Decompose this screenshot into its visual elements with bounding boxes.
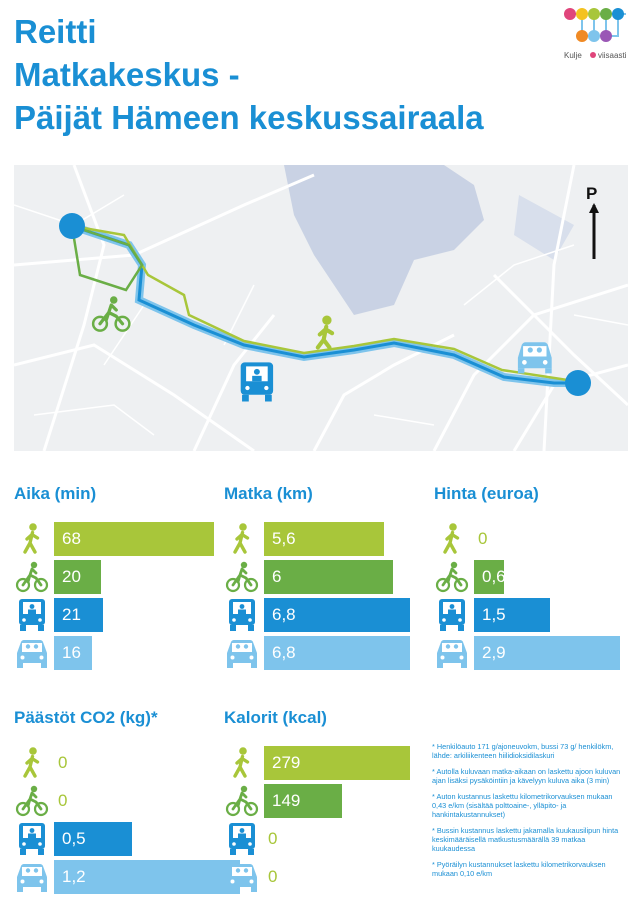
cyclist-icon: [224, 560, 260, 594]
bar-value-label: 0,5: [62, 829, 86, 848]
car-icon: [224, 636, 260, 670]
chart-matka: [224, 484, 414, 674]
bar-value-label: 149: [272, 791, 301, 810]
walking-person-icon: [14, 522, 50, 556]
bar-value-label: 6: [272, 567, 282, 586]
bar-value-label: 0: [268, 829, 278, 848]
car-icon: [14, 636, 50, 670]
car-icon: [14, 860, 50, 894]
walking-person-icon: [224, 522, 260, 556]
car-icon: [224, 860, 260, 894]
bar-value-label: 20: [62, 567, 81, 586]
footnote: * Henkilöauto 171 g/ajoneuvokm, bussi 73 g/ henkilökm, lähde: arkiliikenteen hiilidioksidilaskuri: [432, 742, 614, 760]
chart-paastot: [14, 708, 204, 898]
walking-person-icon: [14, 746, 50, 780]
page-title: [14, 10, 484, 139]
kulje-viisaasti-logo: [560, 6, 632, 66]
north-label: P: [586, 184, 598, 203]
bar-value-label: 0,6: [482, 567, 506, 586]
walking-person-icon: [224, 746, 260, 780]
cyclist-icon: [224, 784, 260, 818]
bus-icon: [224, 822, 260, 856]
footnote: * Autolla kuluvaan matka-aikaan on laskettu ajoon kuluvan ajan lisäksi pysäköintiin ja kävelyyn kuluva aika (3 min): [432, 767, 621, 785]
car-icon: [434, 636, 470, 670]
bus-icon: [224, 598, 260, 632]
bar-value-label: 68: [62, 529, 81, 548]
chart-title: Matka (km): [224, 484, 313, 503]
bar-value-label: 1,5: [482, 605, 506, 624]
footnote: * Pyöräilyn kustannukset laskettu kilometrikorvauksen mukaan 0,10 e/km: [432, 860, 606, 878]
bar-value-label: 279: [272, 753, 301, 772]
chart-title: Hinta (euroa): [434, 484, 539, 503]
cyclist-icon: [14, 784, 50, 818]
bar-value-label: 6,8: [272, 605, 296, 624]
bus-icon: [14, 822, 50, 856]
walking-person-icon: [434, 522, 470, 556]
bar-value-label: 16: [62, 643, 81, 662]
bar-value-label: 6,8: [272, 643, 296, 662]
title-line-2: Matkakeskus -: [14, 56, 240, 93]
logo-text-left: Kulje: [564, 51, 582, 60]
title-line-3: Päijät Hämeen keskussairaala: [14, 99, 484, 136]
chart-title: Kalorit (kcal): [224, 708, 327, 727]
bar-value-label: 0: [268, 867, 278, 886]
chart-hinta: [434, 484, 624, 674]
logo-text-right: viisaasti: [598, 51, 627, 60]
end-point: [565, 370, 591, 396]
cyclist-icon: [14, 560, 50, 594]
bar-value-label: 5,6: [272, 529, 296, 548]
bar-value-label: 21: [62, 605, 81, 624]
chart-kalorit: [224, 708, 414, 898]
bar-value-label: 0: [58, 753, 68, 772]
start-point: [59, 213, 85, 239]
bus-icon: [434, 598, 470, 632]
bar-bike: [264, 560, 393, 594]
footnotes: [432, 742, 628, 885]
chart-title: Aika (min): [14, 484, 97, 503]
title-line-1: Reitti: [14, 13, 97, 50]
chart-aika: [14, 484, 204, 674]
bus-icon: [14, 598, 50, 632]
chart-title: Päästöt CO2 (kg)*: [14, 708, 158, 727]
bar-value-label: 0: [478, 529, 488, 548]
bar-value-label: 1,2: [62, 867, 86, 886]
bar-value-label: 2,9: [482, 643, 506, 662]
route-map: [14, 165, 628, 451]
footnote: * Auton kustannus laskettu kilometrikorvauksen mukaan 0,43 e/km (sisältää polttoaine-, ylläpito- ja hankintakustannukset): [432, 792, 613, 819]
map-graphic: [14, 165, 628, 451]
bar-value-label: 0: [58, 791, 68, 810]
footnote: * Bussin kustannus laskettu jakamalla kuukausilipun hinta keskimääräisellä matkustusmäärällä 39 matkaa kuukaudessa: [432, 826, 619, 853]
cyclist-icon: [434, 560, 470, 594]
